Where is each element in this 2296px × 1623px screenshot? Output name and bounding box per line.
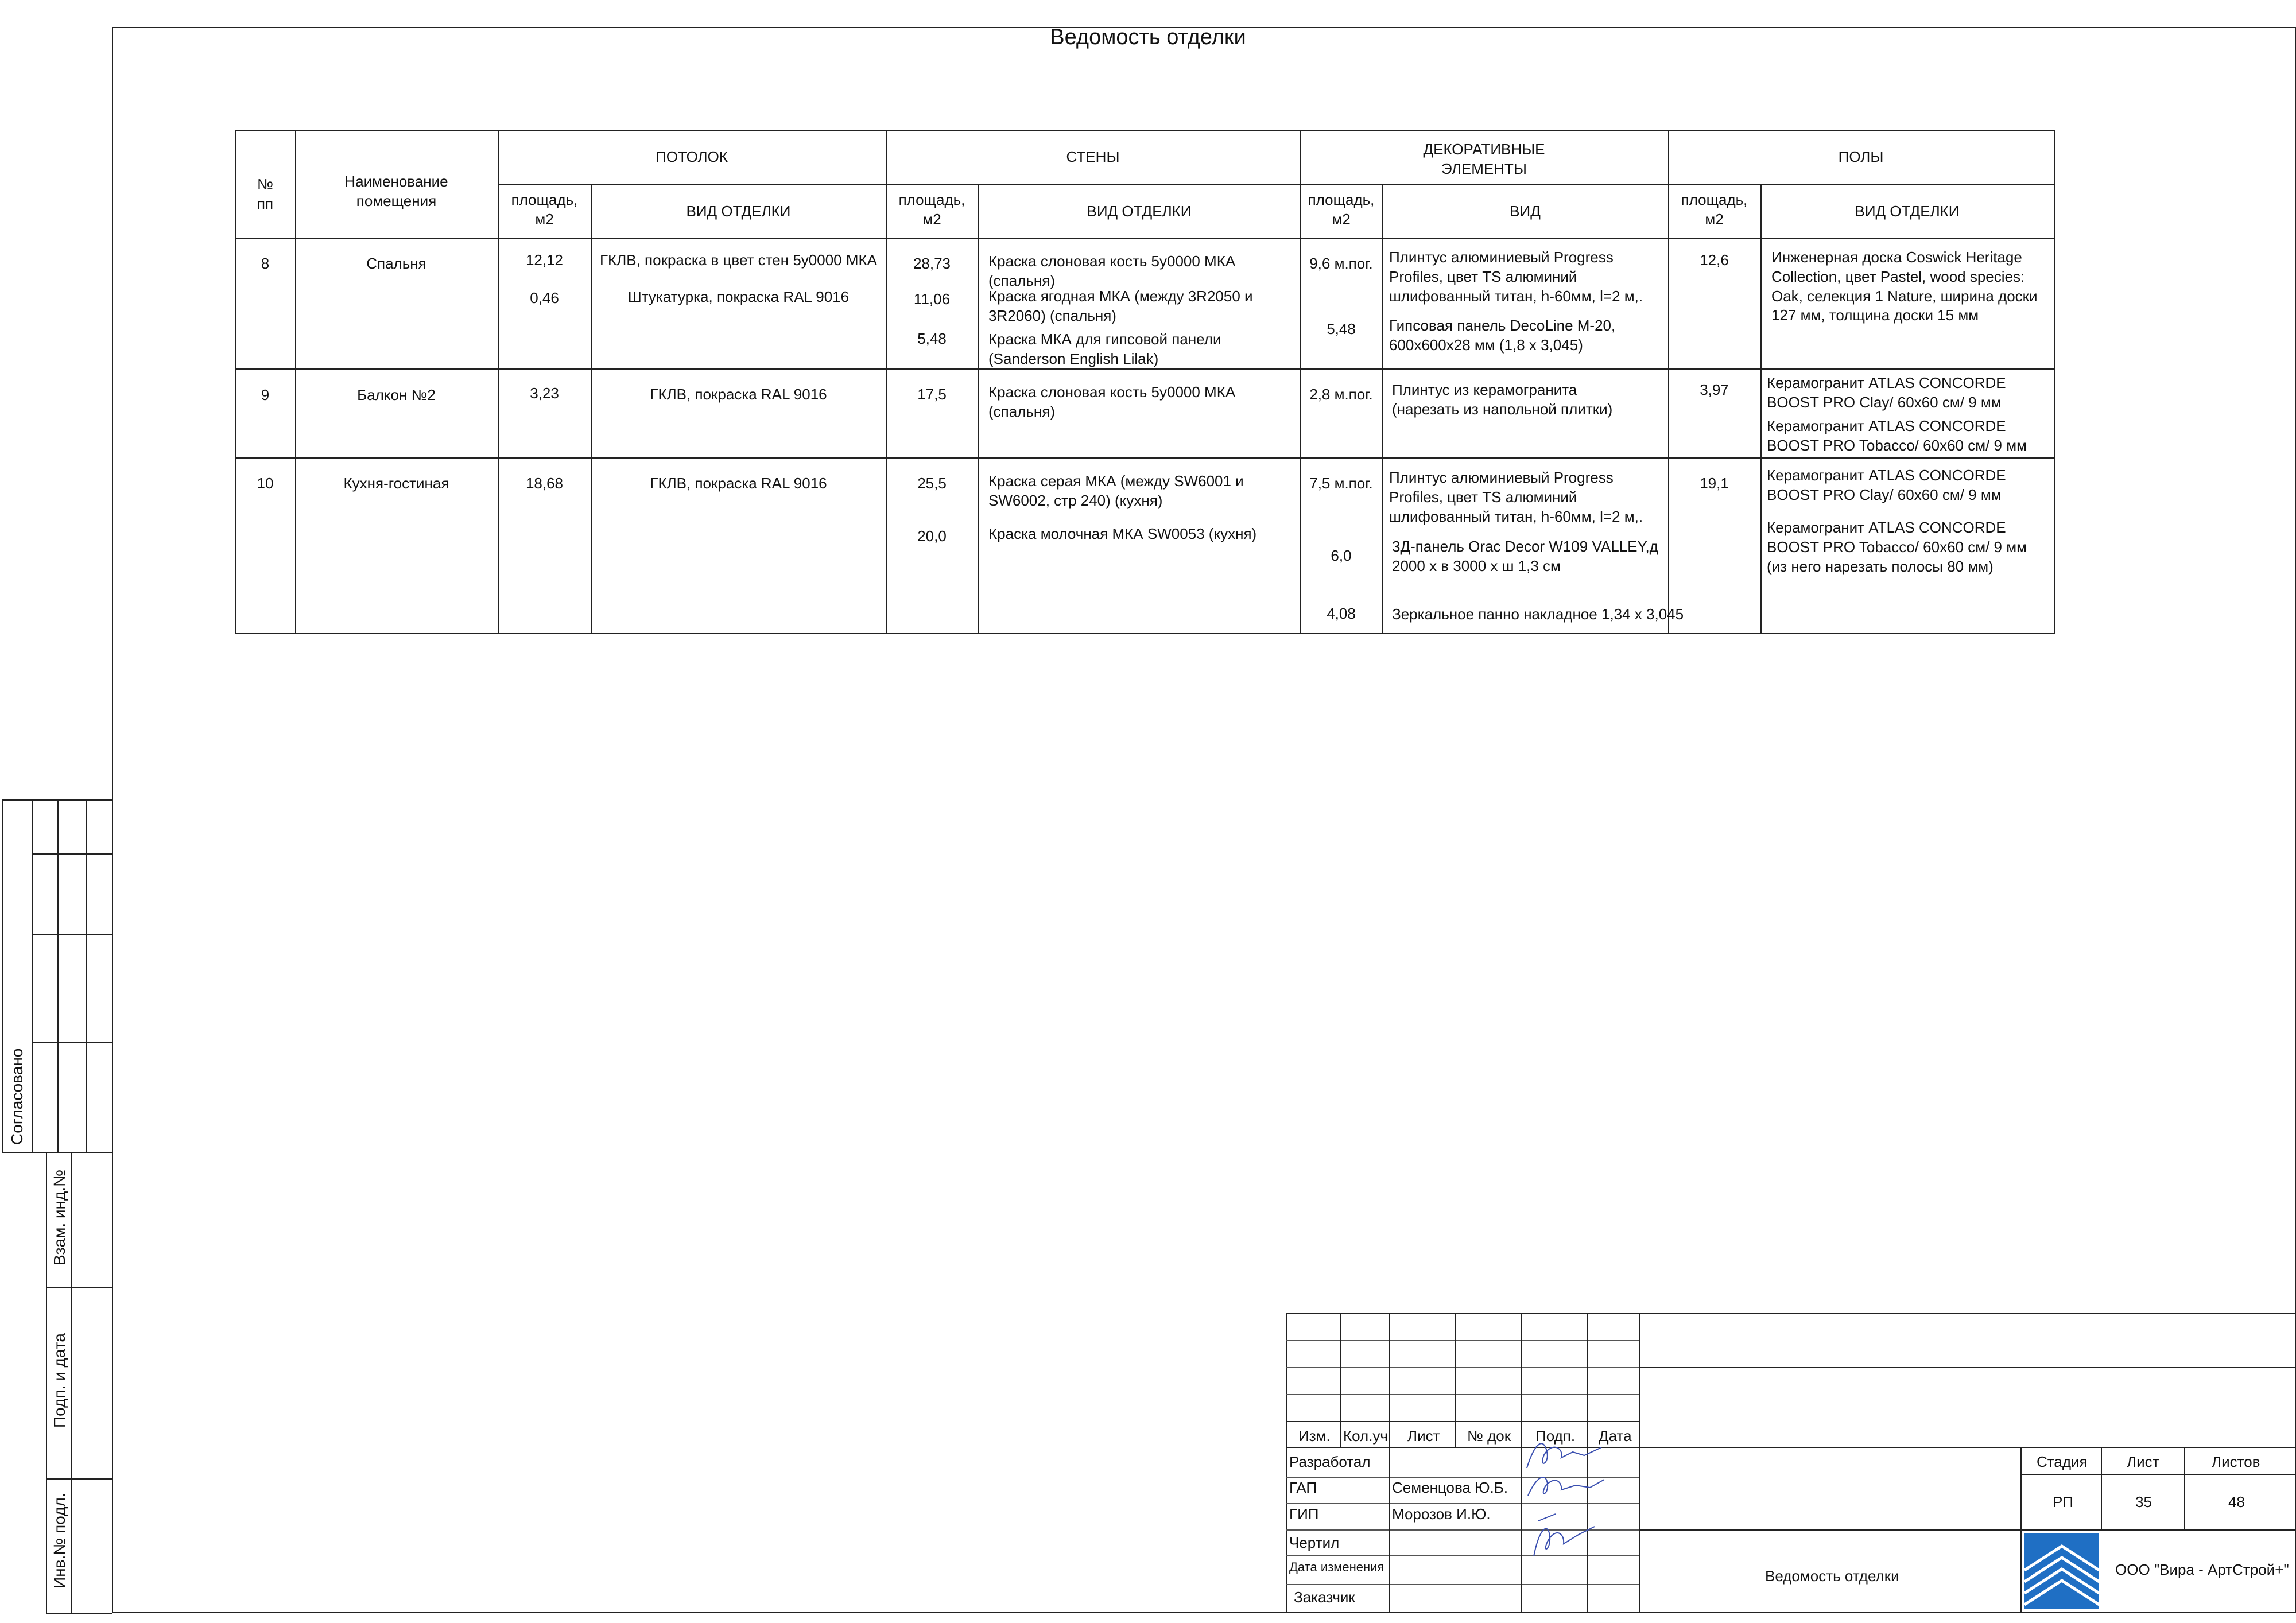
walls-finish: Краска серая МКА (между SW6001 и SW6002, стр 240) (кухня) — [988, 472, 1244, 509]
ceiling-finish: Штукатурка, покраска RAL 9016 — [627, 288, 850, 305]
walls-area: 20,0 — [917, 527, 947, 545]
ceiling-finish: ГКЛВ, покраска RAL 9016 — [650, 386, 827, 403]
header-ceiling: ПОТОЛОК — [656, 148, 728, 165]
floor-area: 12,6 — [1700, 251, 1729, 269]
company-logo-icon — [2024, 1533, 2099, 1609]
replaced-inv-label: Взам. инд.№ — [51, 1169, 68, 1265]
walls-finish: Краска МКА для гипсовой панели (Sanderson English Lilak) — [988, 331, 1221, 367]
header-num: № пп — [257, 176, 274, 212]
decor-area: 2,8 м.пог. — [1309, 386, 1373, 403]
page-title: Ведомость отделки — [1050, 25, 1246, 49]
stamp-sheet-value: 35 — [2135, 1493, 2152, 1511]
stamp-col-change: Изм. — [1298, 1427, 1331, 1445]
walls-finish: Краска ягодная МКА (между 3R2050 и 3R2060) (спальня) — [988, 288, 1253, 324]
decor-area: 5,48 — [1327, 320, 1356, 337]
header-room-name: Наименование помещения — [344, 173, 448, 209]
decor-kind: 3Д-панель Orac Decor W109 VALLEY,д 2000 х в 3000 х ш 1,3 см — [1392, 538, 1658, 574]
stamp-stage-label: Стадия — [2037, 1453, 2088, 1470]
header-floor-finish: ВИД ОТДЕЛКИ — [1855, 203, 1960, 220]
ceiling-finish: ГКЛВ, покраска в цвет стен 5y0000 МКА — [599, 251, 878, 269]
signature-mark — [1521, 1468, 1607, 1502]
stamp-gap-name: Семенцова Ю.Б. — [1392, 1479, 1508, 1496]
header-decor-area: площадь, м2 — [1308, 191, 1375, 228]
ceiling-area: 18,68 — [525, 475, 564, 492]
floor-finish: Керамогранит ATLAS CONCORDE BOOST PRO Tobacco/ 60х60 см/ 9 мм (из него нарезать полосы 80 мм) — [1767, 519, 2027, 575]
stamp-sheets-value: 48 — [2228, 1493, 2245, 1511]
stamp-col-count: Кол.уч — [1343, 1427, 1388, 1445]
header-walls-area: площадь, м2 — [898, 191, 965, 228]
agreed-label: Согласовано — [8, 1048, 26, 1145]
decor-area: 6,0 — [1331, 547, 1352, 564]
row-num: 9 — [261, 386, 270, 403]
walls-area: 5,48 — [917, 330, 947, 347]
stamp-col-sheet: Лист — [1407, 1427, 1440, 1445]
decor-kind: Плинтус алюминиевый Progress Profiles, цвет TS алюминий шлифованный титан, h-60мм, l=2 м,. — [1389, 469, 1643, 525]
walls-finish: Краска слоновая кость 5y0000 МКА (спальня) — [988, 253, 1236, 289]
row-room-name: Спальня — [366, 255, 426, 272]
decor-kind: Зеркальное панно накладное 1,34 х 3,045 — [1392, 605, 1684, 623]
header-decor-kind: ВИД — [1510, 203, 1541, 220]
row-room-name: Кухня-гостиная — [343, 475, 449, 492]
decor-kind: Плинтус из керамогранита (нарезать из напольной плитки) — [1392, 381, 1613, 418]
stamp-company: ООО "Вира - АртСтрой+" — [2115, 1561, 2289, 1578]
stamp-sheets-label: Листов — [2212, 1453, 2260, 1470]
decor-area: 4,08 — [1327, 605, 1356, 622]
ceiling-area: 3,23 — [530, 385, 559, 402]
row-num: 8 — [261, 255, 270, 272]
stamp-gip-name: Морозов И.Ю. — [1392, 1505, 1491, 1523]
signature-mark — [1521, 1509, 1607, 1564]
stamp-sheet-label: Лист — [2127, 1453, 2159, 1470]
stamp-col-docno: № док — [1467, 1427, 1511, 1445]
signature-date-label: Подп. и дата — [51, 1333, 68, 1428]
decor-area: 9,6 м.пог. — [1309, 255, 1373, 272]
stamp-customer-label: Заказчик — [1294, 1589, 1355, 1606]
stamp-gap-label: ГАП — [1289, 1479, 1317, 1496]
ceiling-area: 0,46 — [530, 289, 559, 306]
row-room-name: Балкон №2 — [357, 386, 436, 403]
walls-area: 25,5 — [917, 475, 947, 492]
header-ceiling-finish: ВИД ОТДЕЛКИ — [686, 203, 791, 220]
header-floors: ПОЛЫ — [1838, 148, 1884, 165]
walls-area: 17,5 — [917, 386, 947, 403]
header-walls-finish: ВИД ОТДЕЛКИ — [1087, 203, 1192, 220]
decor-area: 7,5 м.пог. — [1309, 475, 1373, 492]
decor-kind: Гипсовая панель DecoLine M-20, 600х600х28 мм (1,8 х 3,045) — [1389, 317, 1616, 354]
stamp-gip-label: ГИП — [1289, 1505, 1319, 1523]
stamp-stage-value: РП — [2053, 1493, 2074, 1511]
header-ceiling-area: площадь, м2 — [511, 191, 578, 228]
decor-kind: Плинтус алюминиевый Progress Profiles, цвет TS алюминий шлифованный титан, h-60мм, l=2 м,. — [1389, 249, 1643, 305]
ceiling-finish: ГКЛВ, покраска RAL 9016 — [650, 475, 827, 492]
stamp-developed-label: Разработал — [1289, 1453, 1371, 1470]
walls-finish: Краска слоновая кость 5y0000 МКА (спальня) — [988, 383, 1236, 420]
floor-finish: Керамогранит ATLAS CONCORDE BOOST PRO Clay/ 60х60 см/ 9 мм — [1767, 467, 2006, 503]
ceiling-area: 12,12 — [525, 251, 564, 269]
stamp-col-date: Дата — [1599, 1427, 1632, 1445]
stamp-doc-title: Ведомость отделки — [1765, 1567, 1899, 1585]
header-floor-area: площадь, м2 — [1681, 191, 1748, 228]
floor-area: 19,1 — [1700, 475, 1729, 492]
header-decor: ДЕКОРАТИВНЫЕ ЭЛЕМЕНТЫ — [1423, 141, 1545, 177]
stamp-change-date-label: Дата изменения — [1289, 1560, 1384, 1574]
original-inv-label: Инв.№ подл. — [51, 1493, 68, 1589]
walls-area: 28,73 — [913, 255, 951, 272]
floor-finish: Керамогранит ATLAS CONCORDE BOOST PRO Tobacco/ 60х60 см/ 9 мм — [1767, 417, 2027, 454]
header-walls: СТЕНЫ — [1066, 148, 1120, 165]
walls-area: 11,06 — [913, 290, 951, 308]
floor-finish: Керамогранит ATLAS CONCORDE BOOST PRO Clay/ 60х60 см/ 9 мм — [1767, 374, 2006, 411]
floor-finish: Инженерная доска Coswick Heritage Collection, цвет Pastel, wood species: Oak, селекция 1 Nature, ширина доски 127 мм, толщина доски 15 мм — [1771, 249, 2038, 324]
row-num: 10 — [257, 475, 274, 492]
floor-area: 3,97 — [1700, 381, 1729, 398]
stamp-col-sign: Подп. — [1535, 1427, 1576, 1445]
walls-finish: Краска молочная МКА SW0053 (кухня) — [988, 525, 1257, 542]
stamp-drew-label: Чертил — [1289, 1534, 1340, 1551]
